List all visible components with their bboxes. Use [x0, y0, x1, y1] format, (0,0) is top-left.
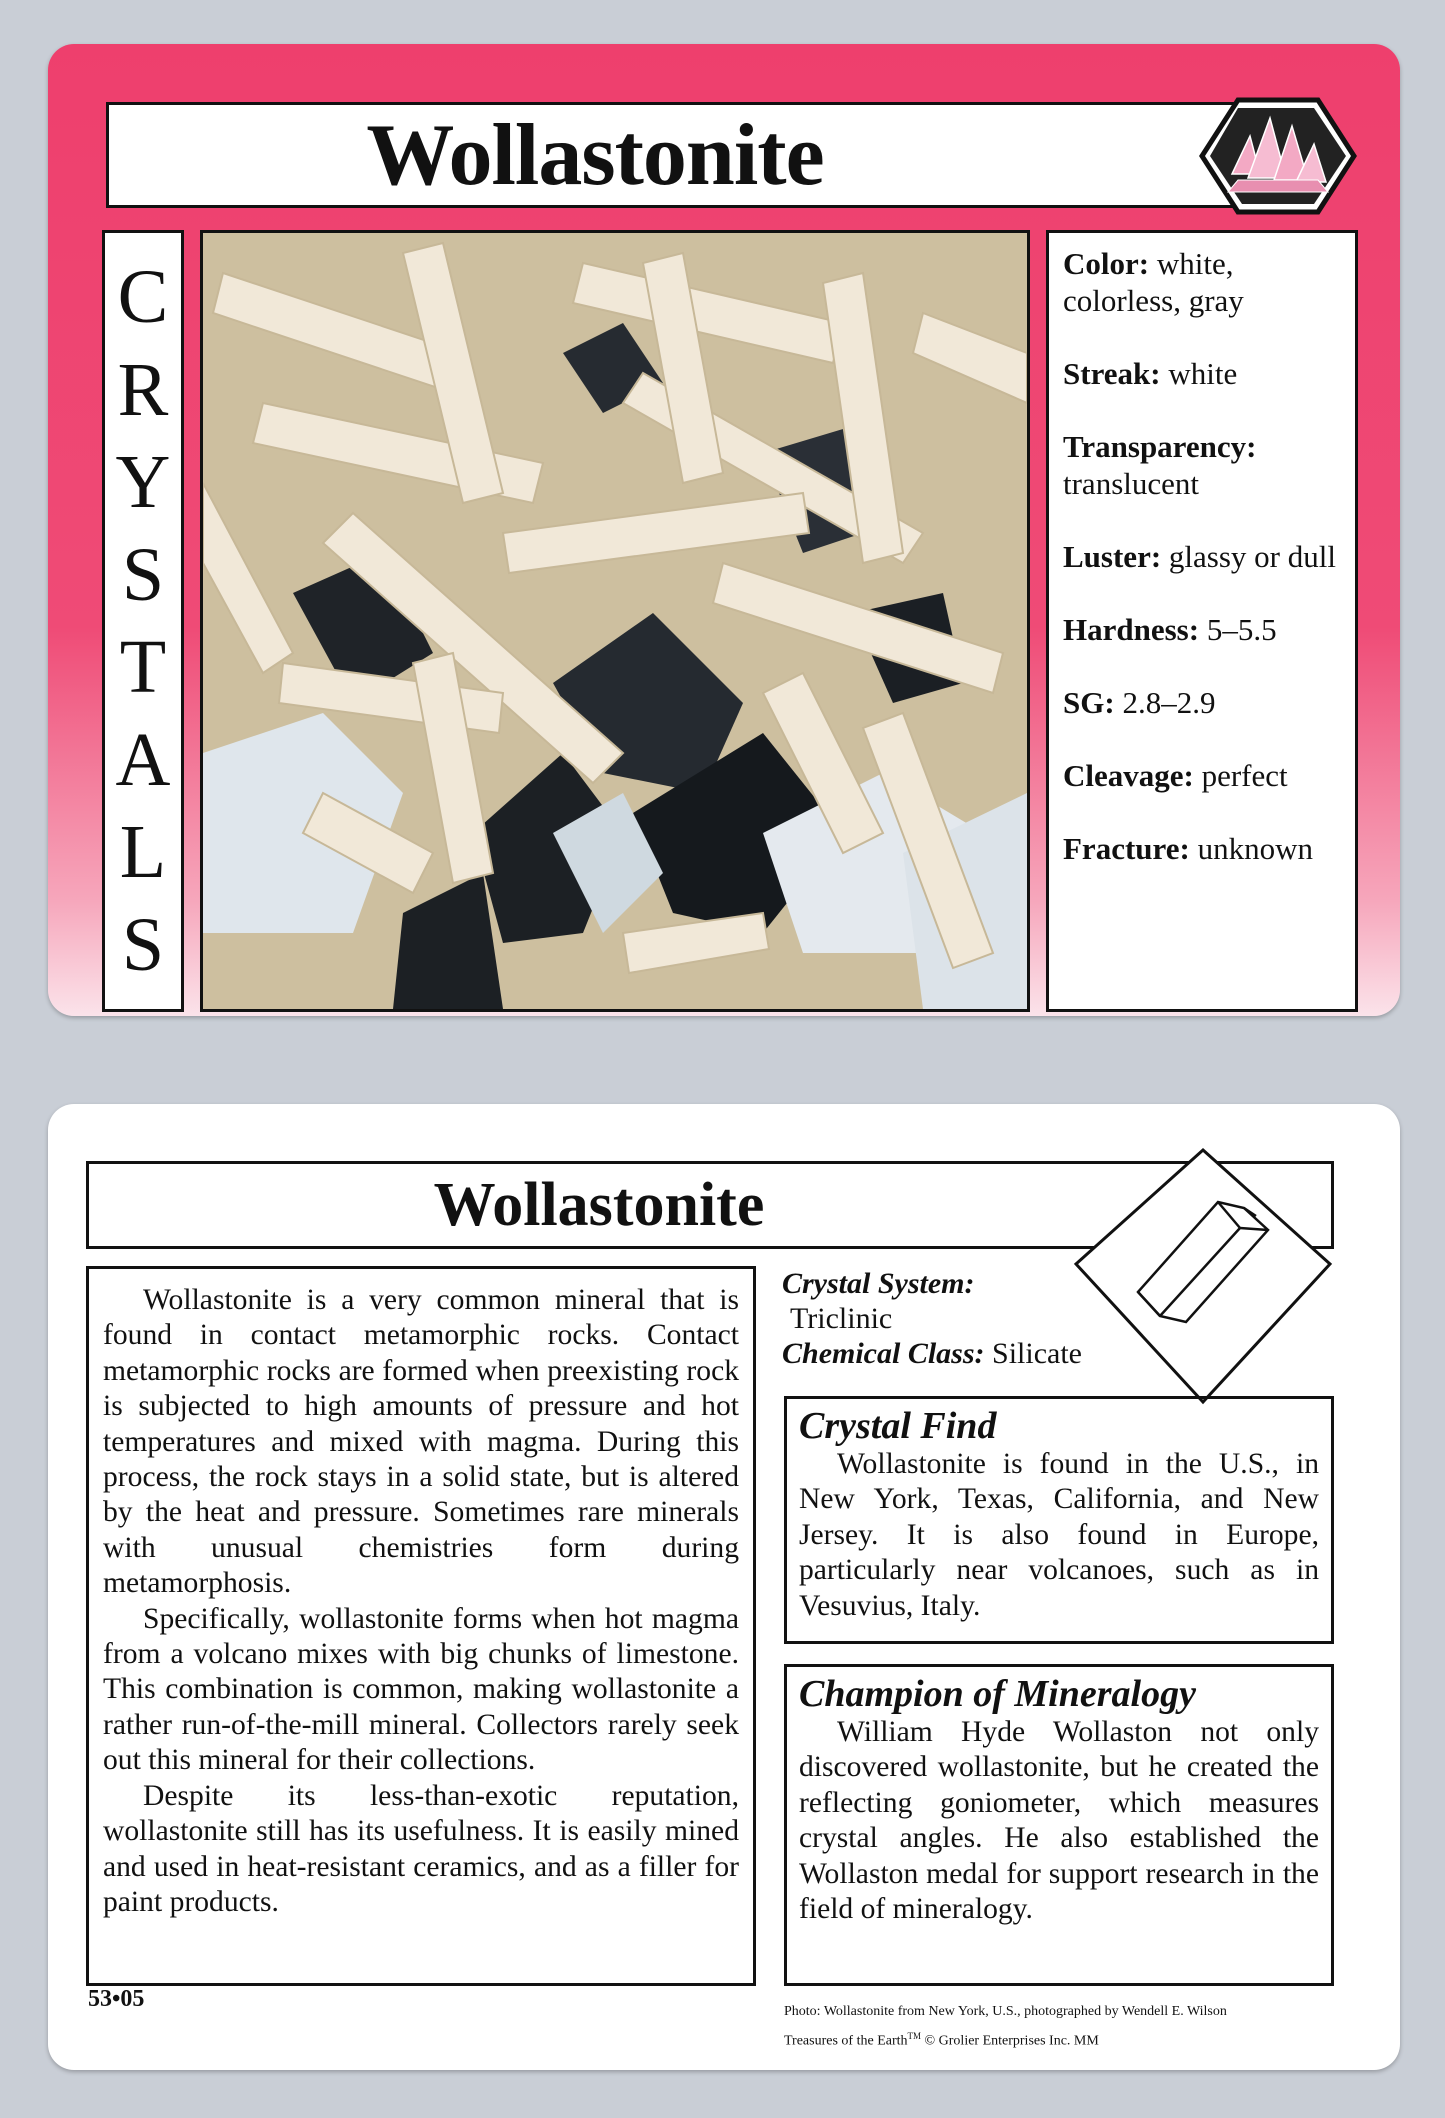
crystal-system-info — [782, 1266, 1122, 1371]
photo-credit-text: Photo: Wollastonite from New York, U.S., photographed by Wendell E. Wilson — [784, 2004, 1227, 2019]
category-letter: S — [121, 532, 165, 617]
category-letter: Y — [115, 440, 171, 525]
property-hardness: Hardness: 5–5.5 — [1063, 612, 1277, 647]
category-letter: L — [119, 810, 167, 895]
category-letter: R — [117, 347, 169, 432]
property-sg: SG: 2.8–2.9 — [1063, 685, 1216, 720]
chemical-class-value: Silicate — [984, 1337, 1082, 1370]
front-card — [48, 44, 1400, 1016]
photo-credit — [784, 2000, 1227, 2054]
crystal-system-value: Triclinic — [790, 1302, 893, 1335]
crystal-cluster-icon — [1198, 96, 1358, 216]
card-number: 53•05 — [88, 1986, 145, 2012]
property-transparency: Transparency: translucent — [1063, 429, 1257, 501]
crystal-system-label: Crystal System: — [782, 1267, 975, 1300]
category-letter: A — [115, 717, 171, 802]
category-letter: C — [117, 255, 169, 340]
crystal-find-heading: Crystal Find — [799, 1405, 997, 1447]
category-letter: S — [121, 902, 165, 987]
description-box — [86, 1266, 756, 1986]
mineral-photo — [200, 230, 1030, 1012]
crystal-find-box — [784, 1396, 1334, 1644]
property-streak: Streak: white — [1063, 356, 1238, 391]
description-paragraph: Wollastonite is a very common mineral that is found in contact metamorphic rocks. Contact metamorphic rocks are formed when preexisting rock is subjected to high amounts of pressure and hot temperatures and mixed with magma. During this process, the rock stays in a solid state, but is altered by the heat and pressure. Sometimes rare minerals with unusual chemistries form during metamorphosis. — [103, 1284, 739, 1600]
back-title: Wollastonite — [433, 1170, 765, 1239]
back-card — [48, 1104, 1400, 2070]
property-color: Color: white, colorless, gray — [1063, 246, 1244, 318]
chemical-class-label: Chemical Class: — [782, 1337, 985, 1370]
properties-panel — [1046, 230, 1358, 1012]
wollastonite-photo-illustration — [203, 233, 1027, 1009]
front-title: Wollastonite — [366, 106, 824, 204]
property-fracture: Fracture: unknown — [1063, 831, 1313, 866]
category-letter: T — [119, 625, 167, 710]
category-label-vertical — [102, 230, 184, 1012]
description-paragraph: Specifically, wollastonite forms when hot magma from a volcano mixes with big chunks of limestone. This combination is common, making wollastonite a rather run-of-the-mill mineral. Collectors rarely seek out this mineral for their collections. — [103, 1602, 739, 1777]
champion-box — [784, 1664, 1334, 1986]
crystal-find-text: Wollastonite is found in the U.S., in New York, Texas, California, and New Jersey. It is also found in Europe, particularly near volcanoes, such as in Vesuvius, Italy. — [799, 1448, 1319, 1622]
description-paragraph: Despite its less-than-exotic reputation, wollastonite still has its usefulness. It is easily mined and used in heat-resistant ceramics, and as a filler for paint products. — [103, 1779, 739, 1918]
property-luster: Luster: glassy or dull — [1063, 539, 1336, 574]
champion-heading: Champion of Mineralogy — [799, 1673, 1196, 1715]
copyright-line: Treasures of the Earth™ © Grolier Enterprises Inc. MM — [784, 2031, 1099, 2049]
front-title-box — [106, 102, 1254, 208]
property-cleavage: Cleavage: perfect — [1063, 758, 1288, 793]
champion-text: William Hyde Wollaston not only discovered wollastonite, but he created the reflecting goniometer, which measures crystal angles. He also established the Wollaston medal for support research in the field of mineralogy. — [799, 1716, 1319, 1926]
